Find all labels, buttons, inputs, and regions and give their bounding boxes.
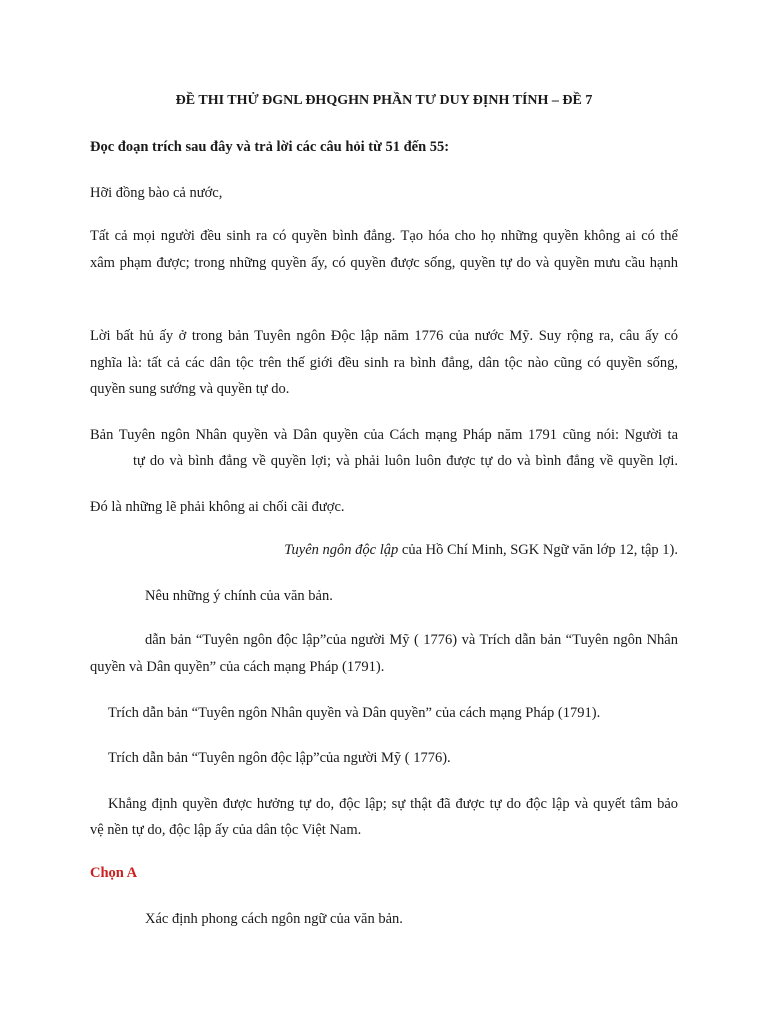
paragraph-3-line-1: Bản Tuyên ngôn Nhân quyền và Dân quyền của Cách mạng Pháp năm 1791 cũng nói: Người ta bbox=[90, 427, 678, 443]
paragraph-2-line-1: Lời bất hủ ấy ở trong bản Tuyên ngôn Độc lập năm 1776 của nước Mỹ. Suy rộng ra, câu ấy có bbox=[90, 328, 678, 344]
option-d-line-1: Khẳng định quyền được hưởng tự do, độc lập; sự thật đã được tự do độc lập và quyết tâm bảo bbox=[108, 796, 678, 812]
source-citation bbox=[284, 540, 678, 560]
paragraph-1-line-2: xâm phạm được; trong những quyền ấy, có quyền được sống, quyền tự do và quyền mưu cầu hạnh bbox=[90, 255, 678, 271]
paragraph-3-line-2: tự do và bình đẳng về quyền lợi; và phải luôn luôn được tự do và bình đẳng về quyền lợi. bbox=[133, 453, 678, 469]
greeting-text: Hỡi đồng bào cả nước, bbox=[90, 185, 223, 201]
answer-label: Chọn A bbox=[90, 865, 138, 881]
paragraph-4-text: Đó là những lẽ phải không ai chối cãi được. bbox=[90, 499, 345, 515]
instruction-text: Đọc đoạn trích sau đây và trả lời các câu hỏi từ 51 đến 55: bbox=[90, 139, 450, 155]
document-title: ĐỀ THI THỬ ĐGNL ĐHQGHN PHẦN TƯ DUY ĐỊNH TÍNH – ĐỀ 7 bbox=[175, 93, 593, 108]
source-details: của Hồ Chí Minh, SGK Ngữ văn lớp 12, tập 1). bbox=[398, 542, 678, 558]
paragraph-1-line-1: Tất cả mọi người đều sinh ra có quyền bình đẳng. Tạo hóa cho họ những quyền không ai có thể bbox=[90, 228, 678, 244]
option-d-line-2: vệ nền tự do, độc lập ấy của dân tộc Việt Nam. bbox=[90, 822, 362, 838]
option-b-text: Trích dẫn bản “Tuyên ngôn Nhân quyền và Dân quyền” của cách mạng Pháp (1791). bbox=[108, 705, 601, 721]
option-a-line-2: quyền và Dân quyền” của cách mạng Pháp (1791). bbox=[90, 659, 385, 675]
option-c-text: Trích dẫn bản “Tuyên ngôn độc lập”của người Mỹ ( 1776). bbox=[108, 750, 451, 766]
source-title: Tuyên ngôn độc lập bbox=[284, 542, 399, 558]
paragraph-2-line-2: nghĩa là: tất cả các dân tộc trên thế giới đều sinh ra bình đẳng, dân tộc nào cũng có quyền sống, bbox=[90, 355, 678, 371]
question-1: Nêu những ý chính của văn bản. bbox=[145, 588, 333, 604]
paragraph-2-line-3: quyền sung sướng và quyền tự do. bbox=[90, 381, 290, 397]
question-2: Xác định phong cách ngôn ngữ của văn bản. bbox=[145, 911, 403, 927]
option-a-line-1: dẫn bản “Tuyên ngôn độc lập”của người Mỹ ( 1776) và Trích dẫn bản “Tuyên ngôn Nhân bbox=[145, 632, 678, 648]
